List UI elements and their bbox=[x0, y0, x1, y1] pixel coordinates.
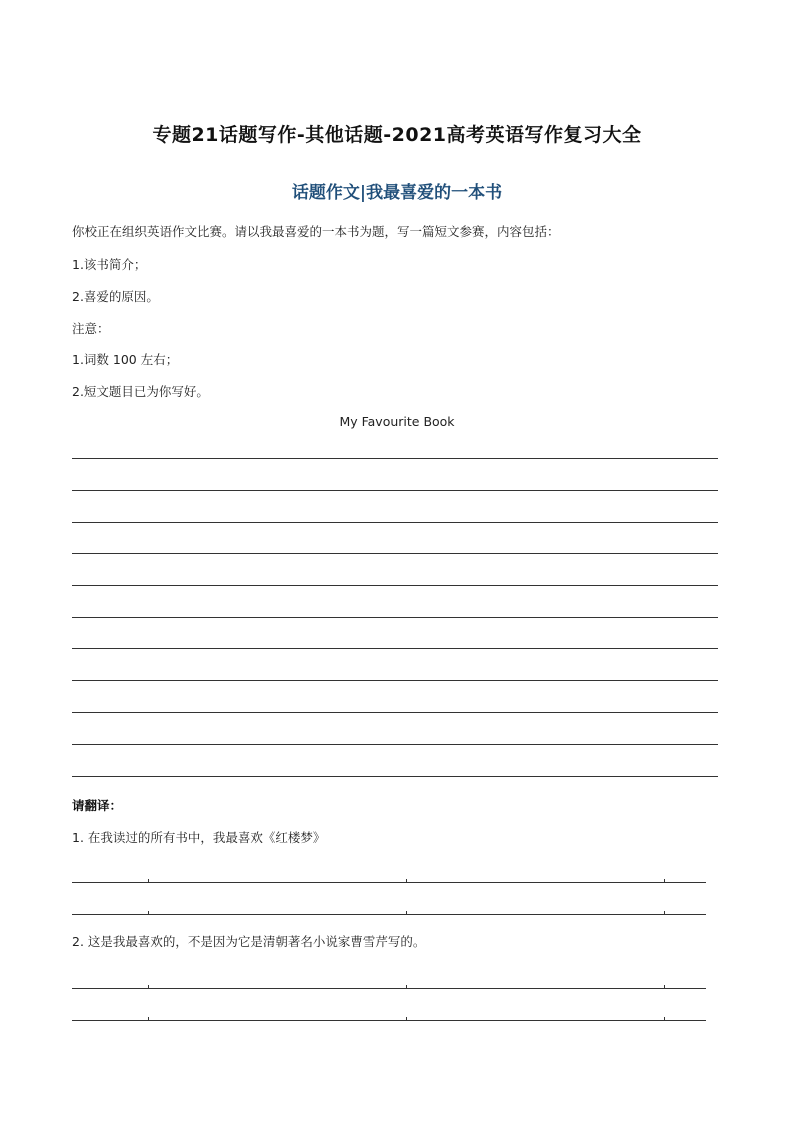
writing-line bbox=[72, 776, 718, 777]
answer-line bbox=[72, 914, 706, 915]
line-tick bbox=[148, 911, 149, 915]
answer-line bbox=[72, 1020, 706, 1021]
line-tick bbox=[664, 1017, 665, 1021]
page-title: 专题21话题写作-其他话题-2021高考英语写作复习大全 bbox=[152, 124, 642, 146]
writing-line bbox=[72, 744, 718, 745]
line-tick bbox=[406, 985, 407, 989]
writing-line bbox=[72, 585, 718, 586]
writing-line bbox=[72, 522, 718, 523]
answer-line bbox=[72, 988, 706, 989]
writing-line bbox=[72, 648, 718, 649]
line-tick bbox=[664, 879, 665, 883]
note-1: 1.词数 100 左右； bbox=[72, 352, 179, 367]
prompt-point-2: 2.喜爱的原因。 bbox=[72, 289, 159, 304]
line-tick bbox=[406, 911, 407, 915]
translation-sentence-1: 1. 在我读过的所有书中，我最喜欢《红楼梦》 bbox=[72, 830, 326, 845]
answer-line bbox=[72, 882, 706, 883]
essay-heading: My Favourite Book bbox=[339, 414, 455, 429]
note-2: 2.短文题目已为你写好。 bbox=[72, 384, 209, 399]
line-tick bbox=[406, 879, 407, 883]
writing-line bbox=[72, 458, 718, 459]
line-tick bbox=[148, 879, 149, 883]
line-tick bbox=[148, 985, 149, 989]
writing-line bbox=[72, 617, 718, 618]
line-tick bbox=[664, 985, 665, 989]
writing-line bbox=[72, 680, 718, 681]
line-tick bbox=[406, 1017, 407, 1021]
prompt-intro: 你校正在组织英语作文比赛。请以我最喜爱的一本书为题，写一篇短文参赛，内容包括： bbox=[72, 224, 560, 239]
translation-sentence-2: 2. 这是我最喜欢的，不是因为它是清朝著名小说家曹雪芹写的。 bbox=[72, 934, 426, 949]
translation-label: 请翻译： bbox=[72, 798, 123, 813]
note-label: 注意： bbox=[72, 321, 110, 336]
writing-line bbox=[72, 712, 718, 713]
line-tick bbox=[148, 1017, 149, 1021]
line-tick bbox=[664, 911, 665, 915]
writing-line bbox=[72, 490, 718, 491]
prompt-point-1: 1.该书简介； bbox=[72, 257, 147, 272]
topic-subtitle: 话题作文|我最喜爱的一本书 bbox=[291, 183, 503, 203]
writing-line bbox=[72, 553, 718, 554]
